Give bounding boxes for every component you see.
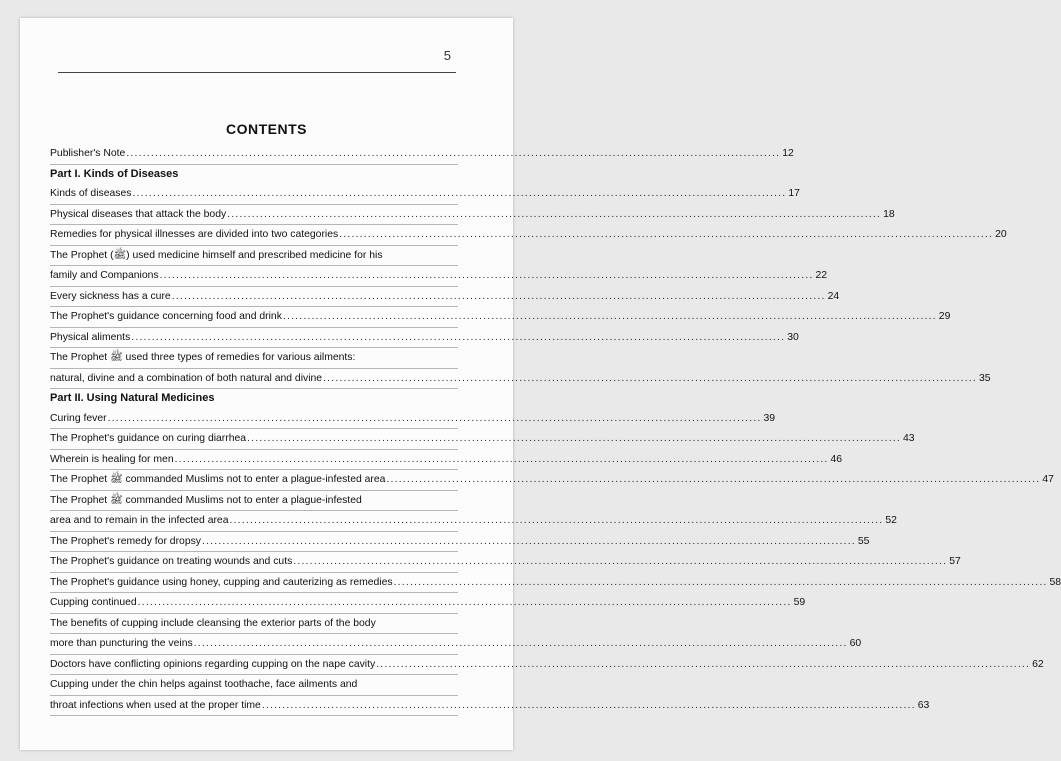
toc-entry-title: The Prophet's guidance on treating wounds and cuts bbox=[50, 556, 293, 567]
toc-page-number: 39 bbox=[763, 412, 776, 424]
toc-entry-title: The Prophet ﷺ used three types of remedies for various ailments: bbox=[50, 352, 356, 363]
toc-entry-title: natural, divine and a combination of both natural and divine bbox=[50, 372, 323, 384]
toc-entry-title: family and Companions bbox=[50, 270, 159, 281]
toc-entry bbox=[50, 552, 961, 573]
toc-page-number: 29 bbox=[938, 311, 951, 322]
toc-entry bbox=[50, 225, 1007, 246]
toc-entry-title: The Prophet's guidance using honey, cupping and cauterizing as remedies bbox=[50, 576, 393, 588]
toc-entry bbox=[50, 593, 806, 614]
toc-page-number: 12 bbox=[782, 148, 794, 159]
toc-entry bbox=[50, 614, 458, 635]
toc-entry bbox=[50, 205, 895, 226]
toc-leader-dots bbox=[247, 429, 901, 449]
toc-entry bbox=[50, 348, 458, 369]
toc-entry bbox=[50, 675, 458, 696]
toc-page-number: 24 bbox=[827, 290, 840, 302]
toc-entry-title: Every sickness has a cure bbox=[50, 290, 171, 302]
toc-entry-title: Curing fever bbox=[50, 412, 107, 424]
toc-entry bbox=[50, 409, 776, 430]
toc-leader-dots bbox=[386, 470, 1040, 490]
toc-page-number: 20 bbox=[995, 229, 1007, 240]
toc-leader-dots bbox=[394, 573, 1048, 593]
toc-entry-title: Remedies for physical illnesses are divided into two categories bbox=[50, 229, 339, 240]
toc-leader-dots bbox=[376, 655, 1030, 675]
toc-page-number: 58 bbox=[1049, 576, 1061, 588]
toc-entry bbox=[50, 287, 840, 308]
table-of-contents bbox=[50, 144, 1061, 716]
toc-entry-title: The Prophet's guidance on curing diarrhea bbox=[50, 433, 247, 444]
header-rule bbox=[58, 72, 456, 73]
toc-entry-title: The benefits of cupping include cleansing the exterior parts of the body bbox=[50, 617, 376, 629]
toc-entry bbox=[50, 532, 870, 553]
toc-leader-dots bbox=[283, 307, 937, 327]
toc-entry-title: Kinds of diseases bbox=[50, 188, 132, 199]
toc-page-number: 63 bbox=[917, 699, 930, 711]
toc-entry bbox=[50, 491, 458, 512]
toc-entry bbox=[50, 328, 799, 349]
toc-part-heading: Part II. Using Natural Medicines bbox=[50, 392, 215, 404]
toc-entry bbox=[50, 573, 1061, 594]
toc-page-number: 43 bbox=[902, 433, 915, 444]
toc-entry-title: Physical aliments bbox=[50, 331, 131, 343]
toc-page-number: 46 bbox=[830, 453, 843, 465]
toc-page-number: 57 bbox=[949, 556, 961, 567]
toc-page-number: 62 bbox=[1032, 658, 1044, 670]
toc-entry-title: Cupping continued bbox=[50, 597, 137, 608]
toc-entry bbox=[50, 511, 897, 532]
toc-entry-title: area and to remain in the infected area bbox=[50, 515, 229, 526]
toc-entry bbox=[50, 470, 1054, 491]
toc-entry-title: The Prophet ﷺ commanded Muslims not to enter a plague-infested area bbox=[50, 474, 386, 485]
toc-leader-dots bbox=[172, 287, 826, 307]
toc-page-number: 47 bbox=[1042, 474, 1054, 485]
toc-entry-title: more than puncturing the veins bbox=[50, 638, 193, 649]
toc-page-number: 55 bbox=[857, 535, 870, 547]
toc-entry-title: The Prophet's remedy for dropsy bbox=[50, 535, 201, 547]
toc-page-number: 59 bbox=[793, 597, 806, 608]
toc-leader-dots bbox=[132, 184, 786, 204]
toc-leader-dots bbox=[202, 532, 856, 552]
toc-entry bbox=[50, 184, 800, 205]
toc-leader-dots bbox=[293, 552, 947, 572]
toc-entry bbox=[50, 450, 843, 471]
toc-leader-dots bbox=[339, 225, 993, 245]
toc-entry-title: Physical diseases that attack the body bbox=[50, 208, 227, 220]
toc-leader-dots bbox=[262, 696, 916, 716]
toc-entry bbox=[50, 429, 915, 450]
toc-part-heading: Part I. Kinds of Diseases bbox=[50, 167, 179, 180]
toc-leader-dots bbox=[108, 409, 762, 429]
toc-entry bbox=[50, 246, 458, 267]
toc-entry bbox=[50, 696, 930, 717]
toc-leader-dots bbox=[126, 144, 780, 164]
book-page bbox=[20, 18, 1061, 750]
toc-page-number: 18 bbox=[883, 208, 895, 220]
toc-entry-title: The Prophet's guidance concerning food and drink bbox=[50, 311, 282, 322]
toc-leader-dots bbox=[323, 369, 977, 389]
toc-entry bbox=[50, 369, 991, 390]
toc-entry-title: Doctors have conflicting opinions regarding cupping on the nape cavity bbox=[50, 658, 376, 670]
toc-page-number: 52 bbox=[885, 515, 897, 526]
toc-page-number: 30 bbox=[787, 331, 799, 343]
toc-entry-title: throat infections when used at the proper time bbox=[50, 699, 261, 711]
toc-leader-dots bbox=[227, 205, 881, 225]
toc-leader-dots bbox=[160, 266, 814, 286]
toc-page-number: 17 bbox=[788, 188, 800, 199]
toc-entry-title: Cupping under the chin helps against toothache, face ailments and bbox=[50, 679, 358, 690]
toc-entry bbox=[50, 144, 794, 165]
toc-entry bbox=[50, 634, 862, 655]
toc-leader-dots bbox=[175, 450, 829, 470]
toc-leader-dots bbox=[194, 634, 848, 654]
toc-entry-title: The Prophet ﷺ commanded Muslims not to enter a plague-infested bbox=[50, 494, 362, 506]
toc-entry bbox=[50, 266, 828, 287]
toc-entry-title: Publisher's Note bbox=[50, 148, 126, 159]
toc-entry bbox=[50, 655, 1044, 676]
toc-page-number: 60 bbox=[849, 638, 862, 649]
toc-page-number: 35 bbox=[978, 372, 991, 384]
toc-entry-title: Wherein is healing for men bbox=[50, 453, 174, 465]
toc-leader-dots bbox=[131, 328, 785, 348]
toc-entry-title: The Prophet (ﷺ) used medicine himself and prescribed medicine for his bbox=[50, 249, 383, 261]
toc-page-number: 22 bbox=[815, 270, 828, 281]
toc-leader-dots bbox=[230, 511, 884, 531]
toc-leader-dots bbox=[138, 593, 792, 613]
page-number: 5 bbox=[443, 48, 451, 63]
toc-entry bbox=[50, 307, 951, 328]
contents-title: CONTENTS bbox=[226, 121, 307, 137]
